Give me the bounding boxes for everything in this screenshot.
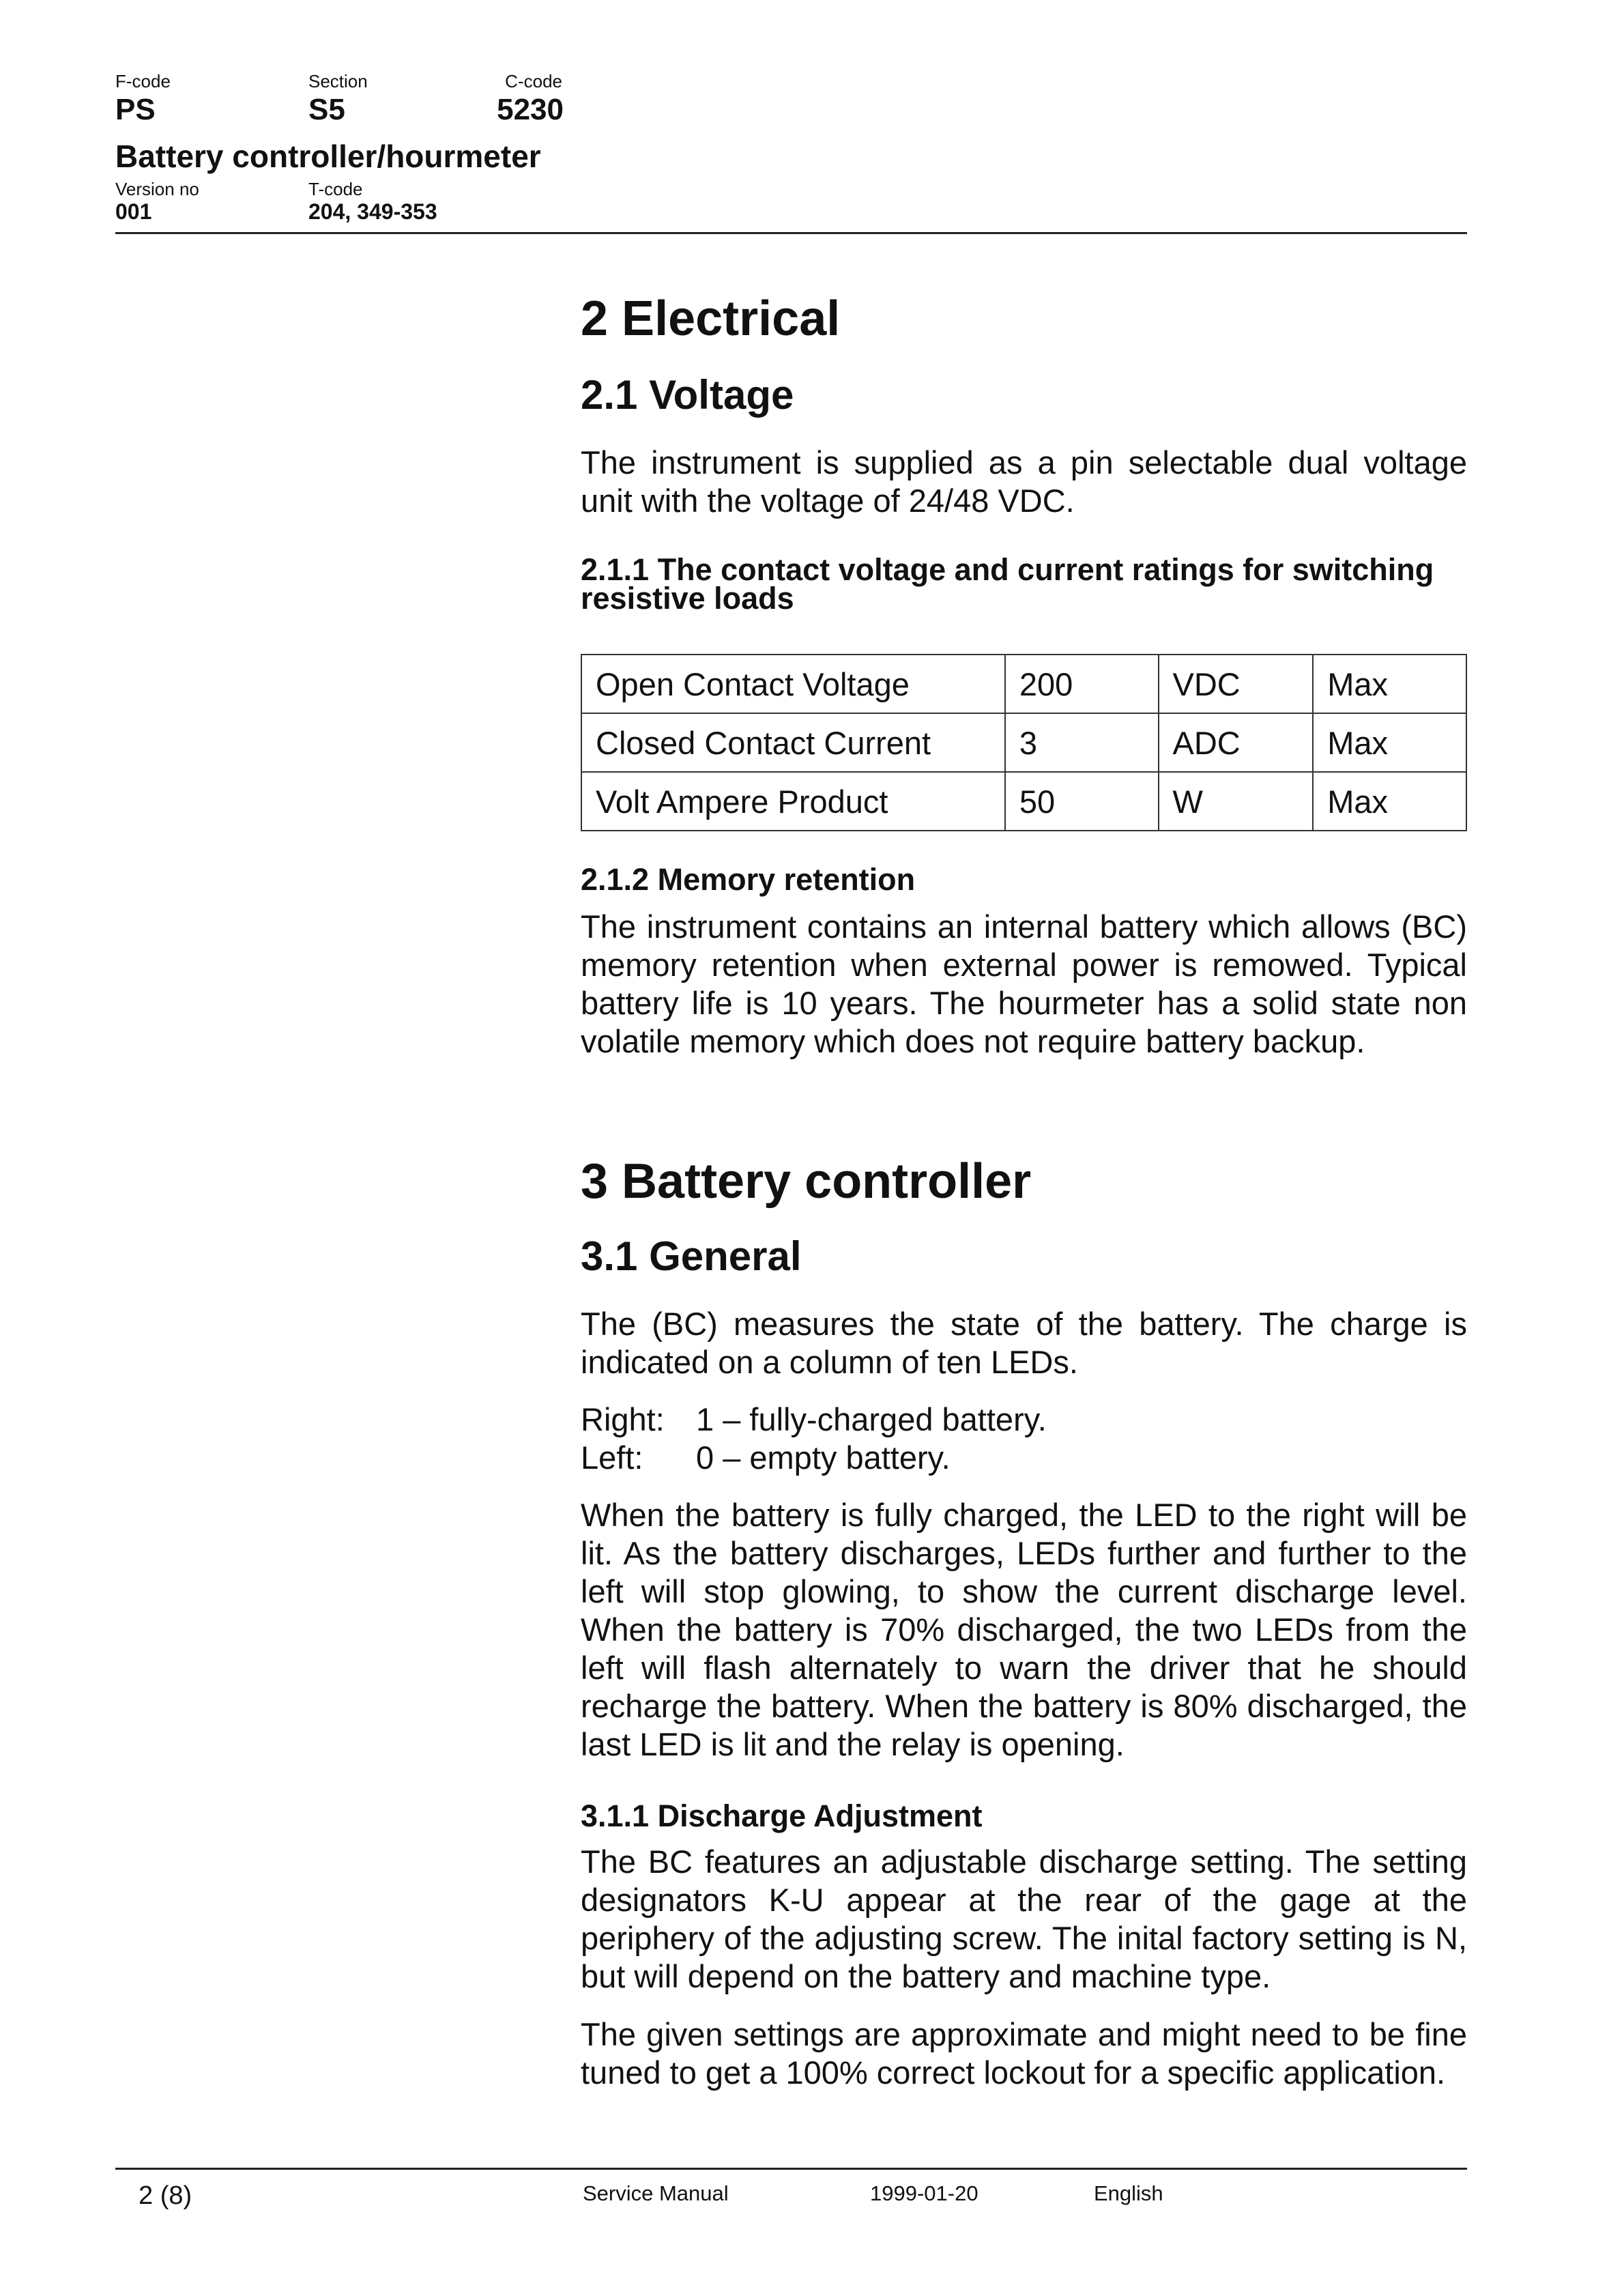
table-row — [581, 713, 1466, 772]
heading-contact-ratings: 2.1.1 The contact voltage and current ratings for switching resistive loads — [581, 552, 1434, 616]
discharge-text-2: The given settings are approximate and might need to be fine tuned to get a 100% correct lockout for a specific application. — [581, 2016, 1467, 2091]
general-text-2: When the battery is fully charged, the LED to the right will be lit. As the battery discharges, LEDs further and further to the left will stop glowing, to show the current discharge level. When the battery is 70% discharged, the two LEDs from the left will flash alternately to warn the driver that he should recharge the battery. When the battery is 80% discharged, the last LED is lit and the relay is opening. — [581, 1497, 1467, 1762]
ccode-label: C-code — [505, 71, 562, 91]
table-cell: Max — [1313, 655, 1466, 713]
table-cell: W — [1159, 772, 1314, 831]
table-cell: Max — [1313, 772, 1466, 831]
footer-doc: Service Manual — [583, 2181, 729, 2205]
section: S5 — [308, 93, 345, 126]
version: 001 — [115, 199, 152, 224]
table-cell: Volt Ampere Product — [581, 772, 1005, 831]
doc-title: Battery controller/hourmeter — [115, 139, 541, 174]
tcode: 204, 349-353 — [308, 199, 437, 224]
memory-text: The instrument contains an internal battery which allows (BC) memory retention when external power is remowed. Typical battery life is 10 years. The hourmeter has a solid state non volatile memory which does not require battery backup. — [581, 908, 1467, 1059]
fcode: PS — [115, 93, 156, 126]
table-row — [581, 655, 1466, 713]
header-divider — [115, 232, 1467, 234]
page-number: 2 (8) — [139, 2181, 192, 2210]
voltage-text: The instrument is supplied as a pin selectable dual voltage unit with the voltage of 24/48 VDC. — [581, 444, 1467, 519]
table-row — [581, 772, 1466, 831]
left-label: Left: — [581, 1439, 643, 1476]
heading-voltage: 2.1 Voltage — [581, 372, 794, 418]
heading-discharge-adjustment: 3.1.1 Discharge Adjustment — [581, 1798, 983, 1833]
heading-memory-retention: 2.1.2 Memory retention — [581, 862, 916, 897]
right-label: Right: — [581, 1401, 665, 1437]
footer-language: English — [1094, 2181, 1163, 2205]
general-text: The (BC) measures the state of the battery. The charge is indicated on a column of ten LEDs. — [581, 1306, 1467, 1380]
table-cell: Closed Contact Current — [581, 713, 1005, 772]
table-cell: 50 — [1005, 772, 1159, 831]
footer-divider — [115, 2168, 1467, 2170]
table-cell: VDC — [1159, 655, 1314, 713]
discharge-text: The BC features an adjustable discharge setting. The setting designators K-U appear at the rear of the gage at the periphery of the adjusting screw. The inital factory setting is N, but will depend on the battery and machine type. — [581, 1843, 1467, 1994]
ccode: 5230 — [497, 93, 564, 126]
table-cell: ADC — [1159, 713, 1314, 772]
left-text: 0 – empty battery. — [696, 1439, 951, 1476]
section-label: Section — [308, 71, 368, 91]
heading-battery-controller: 3 Battery controller — [581, 1154, 1032, 1209]
table-cell: Max — [1313, 713, 1466, 772]
table-cell: Open Contact Voltage — [581, 655, 1005, 713]
heading-general: 3.1 General — [581, 1233, 802, 1279]
footer-date: 1999-01-20 — [870, 2181, 978, 2205]
table-cell: 3 — [1005, 713, 1159, 772]
fcode-label: F-code — [115, 71, 171, 91]
heading-electrical: 2 Electrical — [581, 291, 841, 346]
ratings-table — [581, 654, 1467, 831]
table-cell: 200 — [1005, 655, 1159, 713]
right-text: 1 – fully-charged battery. — [696, 1401, 1047, 1437]
version-label: Version no — [115, 179, 199, 199]
tcode-label: T-code — [308, 179, 363, 199]
